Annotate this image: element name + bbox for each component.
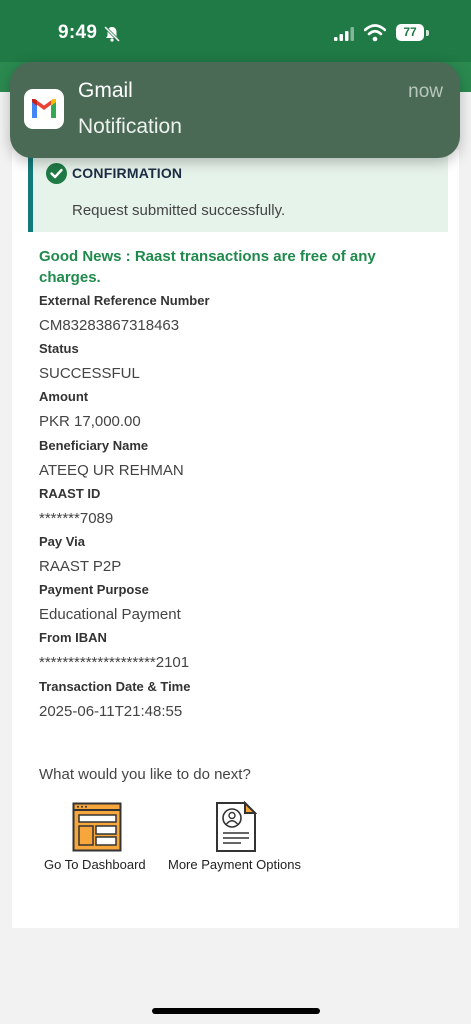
detail-label: Pay Via [39, 534, 86, 549]
battery-indicator: 77 [396, 24, 424, 41]
next-steps-title: What would you like to do next? [39, 766, 251, 783]
status-time: 9:49 [58, 22, 98, 43]
detail-value: SUCCESSFUL [39, 365, 140, 382]
good-news-text: Good News : Raast transactions are free of any charges. [39, 248, 376, 286]
cellular-signal-icon [334, 27, 354, 41]
detail-label: RAAST ID [39, 486, 101, 501]
detail-label: Beneficiary Name [39, 438, 149, 453]
detail-label: Payment Purpose [39, 582, 149, 597]
detail-value: *******7089 [39, 510, 114, 527]
detail-label: Transaction Date & Time [39, 679, 191, 694]
detail-value: CM83283867318463 [39, 317, 180, 334]
detail-value: ********************2101 [39, 654, 190, 671]
more-payment-options-button[interactable]: More Payment Options [168, 857, 301, 872]
detail-label: Amount [39, 389, 89, 404]
detail-label: External Reference Number [39, 293, 210, 308]
detail-value: PKR 17,000.00 [39, 413, 141, 430]
detail-value: ATEEQ UR REHMAN [39, 462, 184, 479]
detail-value: RAAST P2P [39, 558, 122, 575]
detail-label: From IBAN [39, 630, 107, 645]
dashboard-icon[interactable] [72, 802, 122, 857]
confirmation-message: Request submitted successfully. [72, 202, 286, 219]
detail-label: Status [39, 341, 79, 356]
gmail-notification[interactable] [10, 62, 460, 158]
confirmation-banner [28, 150, 448, 232]
silent-bell-icon [103, 25, 121, 43]
detail-value: Educational Payment [39, 606, 181, 623]
go-to-dashboard-button[interactable]: Go To Dashboard [44, 857, 146, 872]
notification-app-name: Gmail [78, 79, 133, 102]
confirmation-title: CONFIRMATION [72, 165, 183, 181]
wifi-icon [364, 24, 386, 42]
gmail-icon [24, 89, 64, 129]
home-indicator[interactable] [152, 1008, 320, 1014]
detail-value: 2025-06-11T21:48:55 [39, 703, 183, 720]
battery-nub [426, 30, 429, 36]
status-bar [0, 0, 471, 62]
notification-body: Notification [78, 115, 182, 138]
payment-document-icon[interactable] [215, 801, 257, 858]
check-circle-icon [46, 163, 67, 184]
notification-time: now [408, 81, 443, 102]
